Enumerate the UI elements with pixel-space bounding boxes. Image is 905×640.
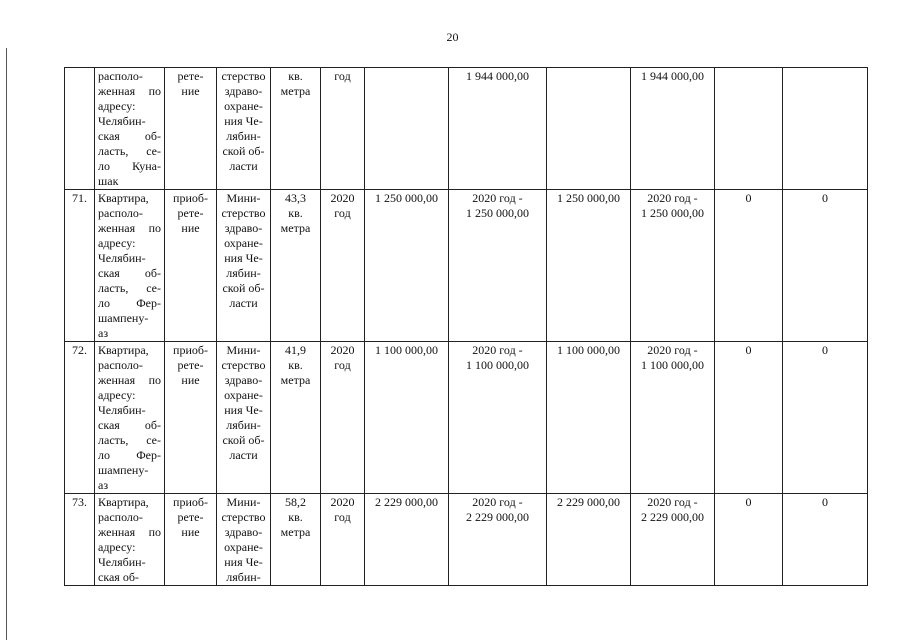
table-row [65,342,868,494]
cell-line: ласти [229,448,258,462]
row-number-cell [65,190,95,342]
object-description-cell [95,494,165,586]
cell-line: ния Че- [224,555,263,569]
year-cell [321,494,365,586]
cell-line: рете- [177,206,204,220]
cell-value: 71. [72,191,87,205]
total-cost-cell [365,190,449,342]
table-row [65,494,868,586]
cell-line: ской об- [222,433,265,447]
cell-line: Квартира, [98,343,149,357]
cell-line: ло Куна- [98,159,161,173]
cell-line: 2020 год - [647,191,698,205]
cell-line: адресу: [98,99,136,113]
table-row [65,190,868,342]
cell-line: ской об- [222,281,265,295]
cell-value: 1 100 000,00 [375,343,438,357]
cell-line: 43,3 [285,191,306,205]
cell-line: ская об- [98,418,161,432]
cell-line: рете- [177,358,204,372]
cell-line: Челябин- [98,114,146,128]
cell-line: Мини- [226,495,261,509]
regional-by-year-cell [631,190,715,342]
cell-line: ло Фер- [98,296,161,310]
cell-line: 2020 [330,495,355,509]
cell-line: приоб- [173,343,208,357]
cell-line: 2020 год - [647,343,698,357]
cell-line: лябин- [226,266,261,280]
cell-value: 1 100 000,00 [557,343,620,357]
acquisition-method-cell [165,342,217,494]
cell-line: 2 229 000,00 [641,510,704,524]
cell-line: Челябин- [98,251,146,265]
customer-cell [217,190,271,342]
cell-value: 0 [822,495,828,509]
federal-budget-cell [715,494,783,586]
table-row [65,68,868,190]
property-acquisition-table [64,67,868,586]
cell-line: ласти [229,296,258,310]
customer-cell [217,68,271,190]
customer-cell [217,342,271,494]
cell-line: лябин- [226,129,261,143]
cell-line: 2020 год - [472,495,523,509]
year-cell [321,342,365,494]
cell-line: год [334,358,351,372]
cell-line: адресу: [98,540,136,554]
cell-value: 73. [72,495,87,509]
cell-line: здраво- [224,221,263,235]
cell-line: стерство [221,206,266,220]
customer-cell [217,494,271,586]
other-sources-cell [783,494,868,586]
cell-value: 1 250 000,00 [375,191,438,205]
cell-line: Квартира, [98,495,149,509]
cell-line: располо- [98,69,143,83]
cell-line: аз [98,326,109,340]
cell-line: Челябин- [98,403,146,417]
cell-value: 0 [822,343,828,357]
cell-line: располо- [98,358,143,372]
regional-budget-cell [547,190,631,342]
cell-line: шампену- [98,311,149,325]
cell-line: здраво- [224,525,263,539]
cell-line: год [334,69,351,83]
cell-line: ния Че- [224,403,263,417]
other-sources-cell [783,68,868,190]
cell-line: 1 944 000,00 [466,69,529,83]
cell-value: 72. [72,343,87,357]
cell-line: аз [98,478,109,492]
row-number-cell [65,68,95,190]
cell-line: рете- [177,69,204,83]
cell-line: 1 100 000,00 [466,358,529,372]
cell-line: 2020 год - [472,191,523,205]
cell-line: метра [280,525,311,539]
cell-line: 41,9 [285,343,306,357]
acquisition-method-cell [165,494,217,586]
cell-line: женная по [98,221,161,235]
cell-line: кв. [288,69,303,83]
cell-line: приоб- [173,191,208,205]
cell-value: 0 [745,343,752,357]
object-description-cell [95,190,165,342]
row-number-cell [65,342,95,494]
cell-value: 2 229 000,00 [557,495,620,509]
other-sources-cell [783,190,868,342]
cell-line: ние [181,84,200,98]
cell-line: лябин- [226,418,261,432]
object-description-cell [95,342,165,494]
cell-line: адресу: [98,236,136,250]
cell-line: 2020 [330,191,355,205]
cell-line: располо- [98,510,143,524]
cell-line: ло Фер- [98,448,161,462]
federal-budget-cell [715,342,783,494]
cell-line: метра [280,373,311,387]
cell-line: ние [181,373,200,387]
cost-by-year-cell [449,342,547,494]
cell-line: ская об- [98,570,139,584]
cell-line: женная по [98,373,161,387]
page-number: 20 [446,30,459,44]
total-cost-cell [365,68,449,190]
object-description-cell [95,68,165,190]
regional-by-year-cell [631,68,715,190]
cell-line: кв. [288,510,303,524]
year-cell [321,190,365,342]
cell-line: Мини- [226,191,261,205]
regional-budget-cell [547,68,631,190]
cell-line: ская об- [98,266,161,280]
cell-line: кв. [288,206,303,220]
cell-line: ние [181,221,200,235]
cell-line: 1 250 000,00 [466,206,529,220]
cell-line: здраво- [224,84,263,98]
cell-line: 2020 год - [647,495,698,509]
acquisition-method-cell [165,68,217,190]
federal-budget-cell [715,68,783,190]
cell-line: стерство [221,69,266,83]
cell-value: 0 [745,191,752,205]
regional-budget-cell [547,494,631,586]
regional-budget-cell [547,342,631,494]
other-sources-cell [783,342,868,494]
cell-line: женная по [98,525,161,539]
cell-line: охране- [224,540,263,554]
cell-line: лябин- [226,570,261,584]
cell-line: Челябин- [98,555,146,569]
area-cell [271,494,321,586]
cell-line: ласть, се- [98,433,161,447]
cell-line: метра [280,84,311,98]
federal-budget-cell [715,190,783,342]
cell-line: ния Че- [224,251,263,265]
cell-line: 1 250 000,00 [641,206,704,220]
total-cost-cell [365,494,449,586]
cell-line: Квартира, [98,191,149,205]
cell-line: ской об- [222,144,265,158]
total-cost-cell [365,342,449,494]
cell-line: располо- [98,206,143,220]
cell-line: шампену- [98,463,149,477]
margin-rule [6,48,7,640]
cell-line: приоб- [173,495,208,509]
cell-value: 2 229 000,00 [375,495,438,509]
cell-line: ласти [229,159,258,173]
cell-value: 0 [822,191,828,205]
area-cell [271,190,321,342]
cell-line: стерство [221,510,266,524]
cell-line: 1 944 000,00 [641,69,704,83]
cell-line: год [334,510,351,524]
cell-line: рете- [177,510,204,524]
cell-line: ласть, се- [98,144,161,158]
row-number-cell [65,494,95,586]
cost-by-year-cell [449,190,547,342]
cell-line: 1 100 000,00 [641,358,704,372]
cell-line: здраво- [224,373,263,387]
cell-line: 2 229 000,00 [466,510,529,524]
cell-line: шак [98,174,119,188]
regional-by-year-cell [631,342,715,494]
cell-line: год [334,206,351,220]
cell-line: 2020 [330,343,355,357]
cell-line: ние [181,525,200,539]
cell-line: ния Че- [224,114,263,128]
cost-by-year-cell [449,494,547,586]
cell-value: 1 250 000,00 [557,191,620,205]
area-cell [271,68,321,190]
acquisition-method-cell [165,190,217,342]
cost-by-year-cell [449,68,547,190]
cell-line: охране- [224,388,263,402]
cell-line: охране- [224,236,263,250]
cell-line: стерство [221,358,266,372]
cell-line: ласть, се- [98,281,161,295]
cell-line: 2020 год - [472,343,523,357]
cell-value: 0 [745,495,752,509]
cell-line: метра [280,221,311,235]
regional-by-year-cell [631,494,715,586]
cell-line: 58,2 [285,495,306,509]
year-cell [321,68,365,190]
cell-line: ская об- [98,129,161,143]
cell-line: адресу: [98,388,136,402]
cell-line: кв. [288,358,303,372]
cell-line: женная по [98,84,161,98]
cell-line: охране- [224,99,263,113]
cell-line: Мини- [226,343,261,357]
area-cell [271,342,321,494]
